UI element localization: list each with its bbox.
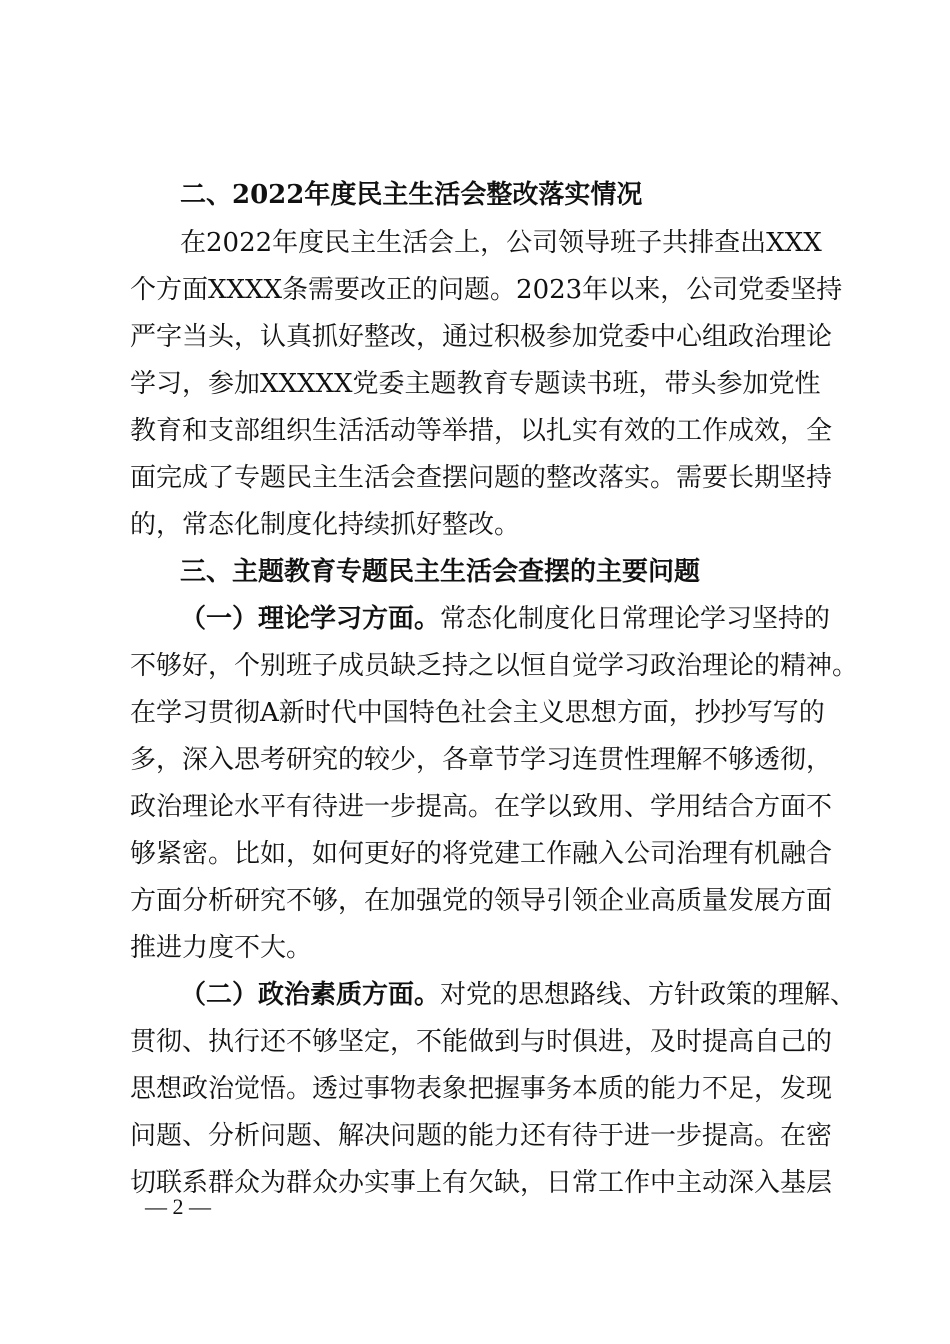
paragraph-line: 够紧密。比如，如何更好的将党建工作融入公司治理有机融合	[130, 839, 833, 869]
paragraph-line: 在2022年度民主生活会上，公司领导班子共排查出XXX	[180, 228, 822, 258]
paragraph-line	[180, 602, 831, 636]
paragraph-line: 推进力度不大。	[130, 933, 313, 963]
paragraph-line: 面完成了专题民主生活会查摆问题的整改落实。需要长期坚持	[130, 463, 833, 493]
paragraph-line: 在学习贯彻A新时代中国特色社会主义思想方面，抄抄写写的	[130, 698, 825, 728]
paragraph-line: 不够好，个别班子成员缺乏持之以恒自觉学习政治理论的精神。	[130, 651, 859, 681]
item-lead: （一）理论学习方面。	[180, 604, 441, 634]
section-heading: 三、主题教育专题民主生活会查摆的主要问题	[180, 557, 701, 587]
item-lead: （二）政治素质方面。	[180, 980, 441, 1010]
paragraph-line: 多，深入思考研究的较少，各章节学习连贯性理解不够透彻，	[130, 745, 833, 775]
paragraph-line: 贯彻、执行还不够坚定，不能做到与时俱进，及时提高自己的	[130, 1027, 833, 1057]
paragraph-line	[180, 978, 857, 1012]
item-text: 常态化制度化日常理论学习坚持的	[440, 604, 831, 634]
paragraph-line: 切联系群众为群众办实事上有欠缺，日常工作中主动深入基层	[130, 1168, 833, 1198]
paragraph-line: 问题、分析问题、解决问题的能力还有待于进一步提高。在密	[130, 1121, 833, 1151]
item-text: 对党的思想路线、方针政策的理解、	[440, 980, 857, 1010]
section-heading: 二、2022年度民主生活会整改落实情况	[180, 180, 643, 210]
page-number: — 2 —	[145, 1194, 211, 1219]
paragraph-line: 政治理论水平有待进一步提高。在学以致用、学用结合方面不	[130, 792, 833, 822]
paragraph-line: 思想政治觉悟。透过事物表象把握事务本质的能力不足，发现	[130, 1074, 833, 1104]
paragraph-line: 个方面XXXX条需要改正的问题。2023年以来，公司党委坚持	[130, 275, 843, 305]
paragraph-line: 学习，参加XXXXX党委主题教育专题读书班，带头参加党性	[130, 369, 821, 399]
paragraph-line: 方面分析研究不够，在加强党的领导引领企业高质量发展方面	[130, 886, 833, 916]
paragraph-line: 的，常态化制度化持续抓好整改。	[130, 510, 521, 540]
paragraph-line: 严字当头，认真抓好整改，通过积极参加党委中心组政治理论	[130, 322, 833, 352]
paragraph-line: 教育和支部组织生活活动等举措，以扎实有效的工作成效，全	[130, 416, 833, 446]
